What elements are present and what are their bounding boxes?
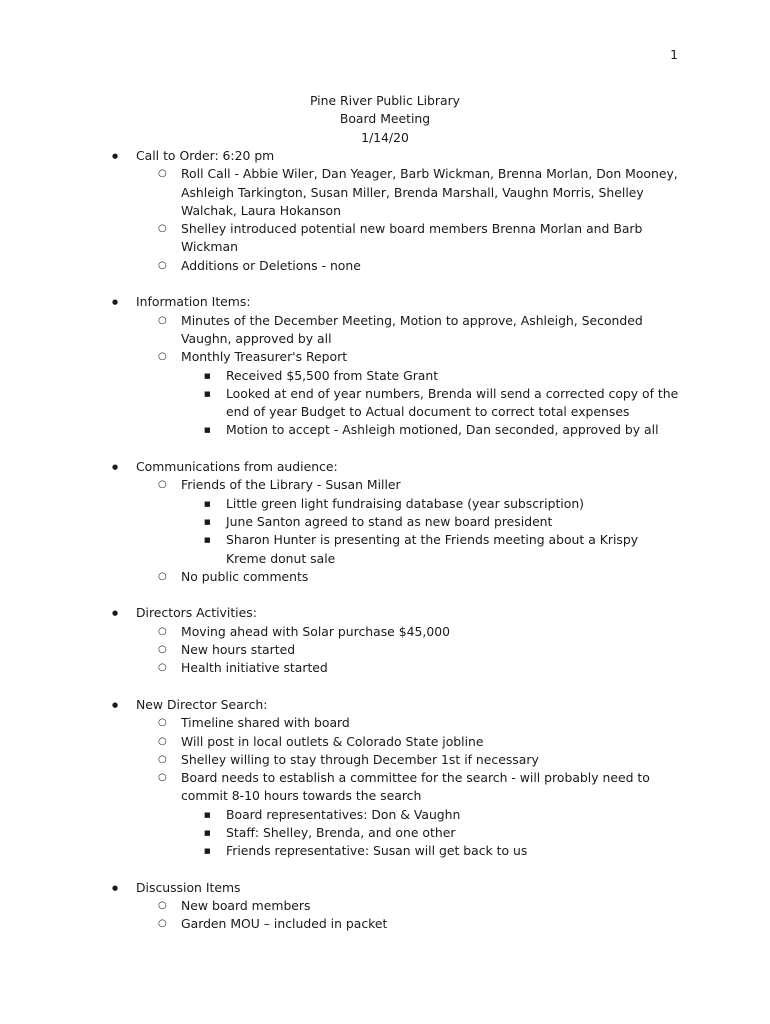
section-heading-text: Call to Order: 6:20 pm xyxy=(136,148,275,163)
list-item-text: New board members xyxy=(181,898,311,914)
sub-list-item-text: Received $5,500 from State Grant xyxy=(226,367,439,383)
bullet-square-icon xyxy=(204,495,211,513)
sub-list-item xyxy=(112,495,682,513)
sub-list-item-text: Little green light fundraising database (year subscription) xyxy=(226,495,585,511)
agenda-section xyxy=(112,293,682,439)
list-item xyxy=(112,714,682,732)
bullet-circle-icon xyxy=(158,348,167,366)
bullet-circle-icon xyxy=(158,714,167,732)
sub-list-item-text: Friends representative: Susan will get back to us xyxy=(226,843,528,859)
section-heading xyxy=(112,696,682,714)
list-item-text: Shelley introduced potential new board members Brenna Morlan and Barb Wickman xyxy=(181,221,643,255)
list-item-text: Timeline shared with board xyxy=(181,715,350,731)
list-item xyxy=(112,915,682,933)
list-item xyxy=(112,897,682,915)
org-title: Pine River Public Library xyxy=(309,93,461,108)
page-number: 1 xyxy=(670,47,678,62)
bullet-circle-icon xyxy=(158,897,167,915)
list-item xyxy=(112,733,682,751)
bullet-circle-icon xyxy=(158,751,167,769)
sub-list-item xyxy=(112,385,682,422)
bullet-square-icon xyxy=(204,385,211,403)
list-item xyxy=(112,769,682,806)
list-item-text: Board needs to establish a committee for the search - will probably need to commit 8-10 hours towards the search xyxy=(181,770,650,804)
sub-list-item xyxy=(112,531,682,568)
bullet-circle-icon xyxy=(158,257,167,275)
list-item-text: Minutes of the December Meeting, Motion to approve, Ashleigh, Seconded Vaughn, approved by all xyxy=(181,312,643,346)
bullet-square-icon xyxy=(204,806,211,824)
list-item-text: Monthly Treasurer's Report xyxy=(181,349,348,365)
section-heading-text: Discussion Items xyxy=(136,879,241,895)
bullet-disc-icon xyxy=(112,458,118,476)
list-item-text: Friends of the Library - Susan Miller xyxy=(181,477,401,493)
list-item xyxy=(112,623,682,641)
sub-list-item xyxy=(112,824,682,842)
sub-list-item-text: June Santon agreed to stand as new board president xyxy=(226,513,553,529)
bullet-disc-icon xyxy=(112,879,118,897)
bullet-disc-icon xyxy=(112,147,118,165)
section-heading-text: New Director Search: xyxy=(136,696,268,712)
section-heading xyxy=(112,458,682,476)
bullet-circle-icon xyxy=(158,165,167,183)
list-item-text: Will post in local outlets & Colorado State jobline xyxy=(181,733,484,749)
list-item xyxy=(112,348,682,366)
agenda-section xyxy=(112,458,682,586)
list-item xyxy=(112,568,682,586)
list-item xyxy=(112,641,682,659)
bullet-disc-icon xyxy=(112,696,118,714)
list-item-text: Additions or Deletions - none xyxy=(181,257,361,273)
list-item xyxy=(112,751,682,769)
sub-list-item-text: Sharon Hunter is presenting at the Friends meeting about a Krispy Kreme donut sale xyxy=(226,532,639,566)
sub-list-item xyxy=(112,842,682,860)
section-heading xyxy=(112,604,682,622)
agenda-section xyxy=(112,604,682,677)
sub-list-item xyxy=(112,367,682,385)
list-item-text: Garden MOU – included in packet xyxy=(181,916,388,932)
bullet-disc-icon xyxy=(112,604,118,622)
bullet-circle-icon xyxy=(158,568,167,586)
meeting-date: 1/14/20 xyxy=(361,129,409,145)
list-item xyxy=(112,312,682,349)
sub-list-item xyxy=(112,806,682,824)
section-heading-text: Information Items: xyxy=(136,294,251,310)
section-heading xyxy=(112,293,682,311)
list-item-text: Moving ahead with Solar purchase $45,000 xyxy=(181,623,450,639)
meeting-title: Board Meeting xyxy=(339,111,431,127)
section-heading-text: Directors Activities: xyxy=(136,605,257,621)
bullet-square-icon xyxy=(204,421,211,439)
document-header xyxy=(0,92,770,147)
agenda-section xyxy=(112,696,682,861)
list-item-text: Roll Call - Abbie Wiler, Dan Yeager, Barb Wickman, Brenna Morlan, Don Mooney, Ashleigh Tarkington, Susan Miller, Brenda Marshall, Vaughn Morris, Shelley Walchak, Laura Hokanson xyxy=(181,166,678,218)
bullet-circle-icon xyxy=(158,733,167,751)
bullet-square-icon xyxy=(204,824,211,842)
bullet-circle-icon xyxy=(158,915,167,933)
section-heading xyxy=(112,147,682,165)
sub-list-item xyxy=(112,421,682,439)
list-item-text: No public comments xyxy=(181,568,309,584)
sub-list-item-text: Looked at end of year numbers, Brenda will send a corrected copy of the end of year Budget to Actual document to correct total expenses xyxy=(226,385,679,420)
section-heading xyxy=(112,879,682,897)
agenda-section xyxy=(112,147,682,275)
sub-list-item xyxy=(112,513,682,531)
list-item xyxy=(112,659,682,677)
list-item xyxy=(112,257,682,275)
bullet-square-icon xyxy=(204,842,211,860)
bullet-circle-icon xyxy=(158,641,167,659)
bullet-disc-icon xyxy=(112,293,118,311)
bullet-circle-icon xyxy=(158,220,167,238)
list-item xyxy=(112,476,682,494)
bullet-circle-icon xyxy=(158,659,167,677)
section-heading-text: Communications from audience: xyxy=(136,459,338,475)
sub-list-item-text: Staff: Shelley, Brenda, and one other xyxy=(226,824,456,840)
sub-list-item-text: Motion to accept - Ashleigh motioned, Dan seconded, approved by all xyxy=(226,422,659,438)
bullet-circle-icon xyxy=(158,476,167,494)
bullet-circle-icon xyxy=(158,312,167,330)
list-item xyxy=(112,220,682,257)
list-item-text: Health initiative started xyxy=(181,660,328,676)
bullet-circle-icon xyxy=(158,769,167,787)
bullet-square-icon xyxy=(204,513,211,531)
list-item-text: New hours started xyxy=(181,642,296,658)
list-item-text: Shelley willing to stay through December 1st if necessary xyxy=(181,751,539,767)
list-item xyxy=(112,165,682,220)
bullet-circle-icon xyxy=(158,623,167,641)
bullet-square-icon xyxy=(204,367,211,385)
bullet-square-icon xyxy=(204,531,211,549)
agenda-body xyxy=(112,147,682,952)
sub-list-item-text: Board representatives: Don & Vaughn xyxy=(226,806,461,822)
agenda-section xyxy=(112,879,682,934)
